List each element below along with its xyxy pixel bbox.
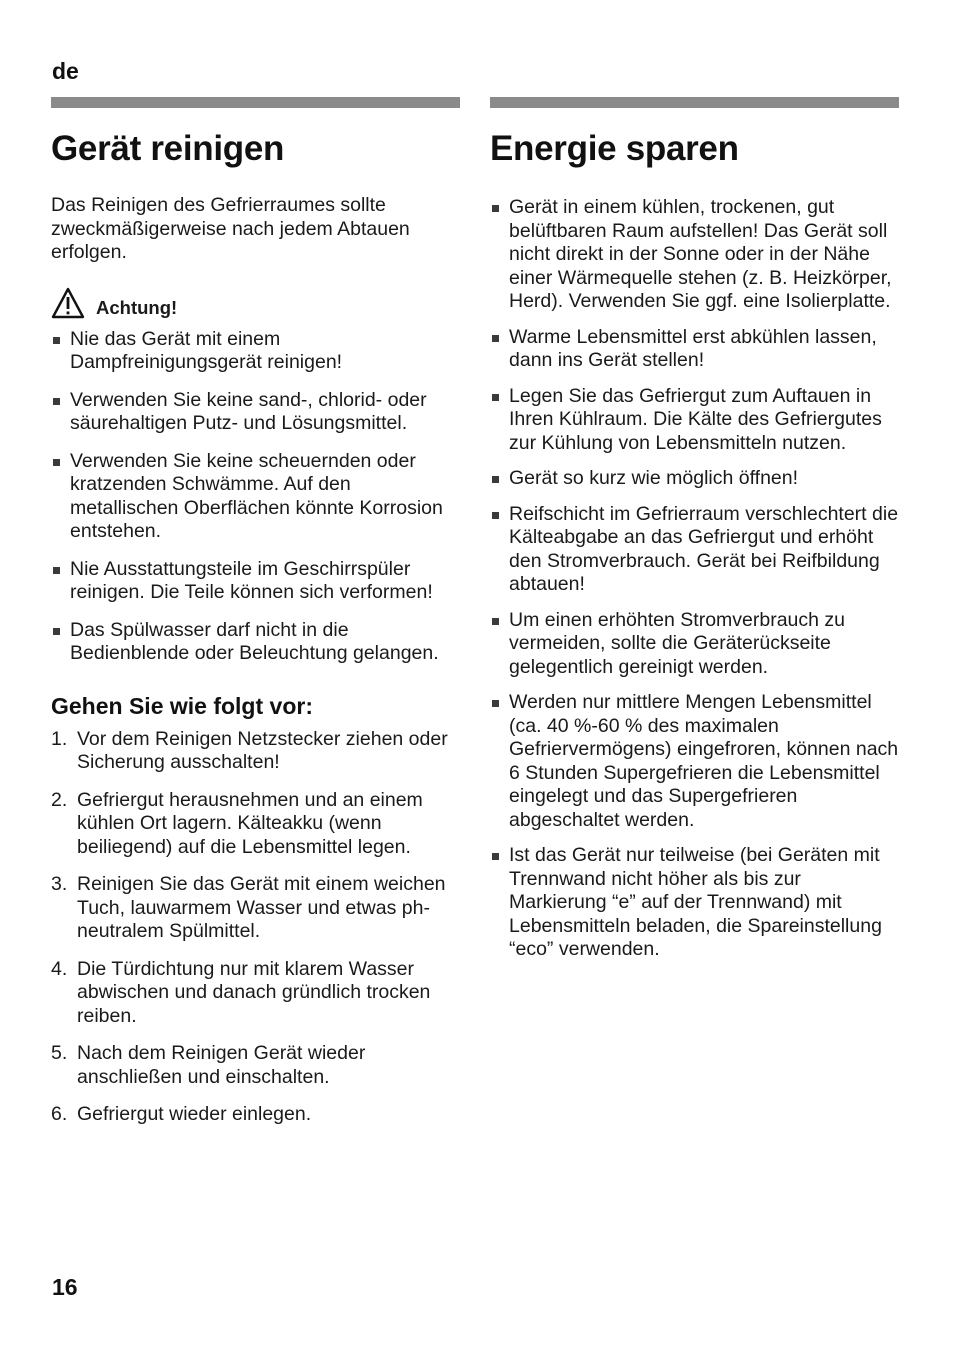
step-item: 1. Vor dem Reinigen Netzstecker ziehen oder Sicherung ausschalten! bbox=[51, 727, 448, 773]
list-item: Legen Sie das Gefriergut zum Auftauen in Ihren Kühlraum. Die Kälte des Gefriergutes zur Kühlung von Lebensmitteln nutzen. bbox=[490, 385, 899, 456]
bullet-square-icon bbox=[492, 205, 499, 212]
page-number: 16 bbox=[52, 1274, 78, 1300]
list-item: Nie das Gerät mit einem Dampfreinigungsgerät reinigen! bbox=[51, 328, 460, 375]
list-item: Nie Ausstattungsteile im Geschirrspüler reinigen. Die Teile können sich verformen! bbox=[51, 558, 460, 605]
section-divider-bar bbox=[490, 97, 899, 108]
language-label: de bbox=[52, 58, 79, 84]
energy-tips-list bbox=[490, 196, 899, 962]
bullet-square-icon bbox=[53, 628, 60, 635]
bullet-square-icon bbox=[492, 394, 499, 401]
bullet-square-icon bbox=[53, 398, 60, 405]
step-item: 3. Reinigen Sie das Gerät mit einem weichen Tuch, lauwarmem Wasser und etwas ph-neutralem Spülmittel. bbox=[51, 873, 446, 942]
list-item: Verwenden Sie keine sand-, chlorid- oder säurehaltigen Putz- und Lösungsmittel. bbox=[51, 389, 460, 436]
list-item: Um einen erhöhten Stromverbrauch zu vermeiden, sollte die Geräterückseite gelegentlich gereinigt werden. bbox=[490, 609, 899, 680]
bullet-square-icon bbox=[492, 335, 499, 342]
bullet-square-icon bbox=[492, 853, 499, 860]
section-title: Energie sparen bbox=[490, 129, 739, 168]
section-divider-bar bbox=[51, 97, 460, 108]
step-item: 4. Die Türdichtung nur mit klarem Wasser abwischen und danach gründlich trocken reiben. bbox=[51, 957, 431, 1027]
bullet-square-icon bbox=[53, 337, 60, 344]
bullet-square-icon bbox=[53, 567, 60, 574]
step-item: 5. Nach dem Reinigen Gerät wieder anschließen und einschalten. bbox=[51, 1042, 366, 1088]
section-clean-appliance bbox=[51, 97, 460, 1141]
step-item: 2. Gefriergut herausnehmen und an einem kühlen Ort lagern. Kälteakku (wenn beiliegend) auf die Lebensmittel legen. bbox=[51, 788, 423, 858]
bullet-square-icon bbox=[492, 476, 499, 483]
bullet-square-icon bbox=[53, 459, 60, 466]
bullet-square-icon bbox=[492, 512, 499, 519]
bullet-square-icon bbox=[492, 618, 499, 625]
section-save-energy bbox=[490, 97, 899, 974]
intro-paragraph: Das Reinigen des Gefrierraumes sollte zweckmäßigerweise nach jedem Abtauen erfolgen. bbox=[51, 194, 410, 263]
section-title: Gerät reinigen bbox=[51, 129, 285, 168]
warning-heading bbox=[51, 287, 460, 319]
list-item: Warme Lebensmittel erst abkühlen lassen, dann ins Gerät stellen! bbox=[490, 326, 899, 373]
warning-triangle-icon bbox=[51, 287, 85, 319]
step-item: 6. Gefriergut wieder einlegen. bbox=[51, 1103, 312, 1125]
list-item: Das Spülwasser darf nicht in die Bedienblende oder Beleuchtung gelangen. bbox=[51, 619, 460, 666]
list-item: Gerät so kurz wie möglich öffnen! bbox=[490, 467, 899, 491]
warning-list bbox=[51, 328, 460, 666]
warning-label: Achtung! bbox=[96, 296, 178, 318]
list-item: Ist das Gerät nur teilweise (bei Geräten mit Trennwand nicht höher als bis zur Markierung “e” auf der Trennwand) mit Lebensmitteln beladen, die Spareinstellung “eco” verwenden. bbox=[490, 844, 899, 962]
list-item: Verwenden Sie keine scheuernden oder kratzenden Schwämme. Auf den metallischen Oberflächen könnte Korrosion entstehen. bbox=[51, 450, 460, 544]
steps-list bbox=[51, 728, 460, 1127]
list-item: Gerät in einem kühlen, trockenen, gut belüftbaren Raum aufstellen! Das Gerät soll nicht direkt in der Sonne oder in der Nähe einer Wärmequelle stehen (z. B. Heizkörper, Herd). Verwenden Sie ggf. eine Isolierplatte. bbox=[490, 196, 899, 314]
list-item: Werden nur mittlere Mengen Lebensmittel (ca. 40 %-60 % des maximalen Gefriervermögens) eingefroren, können nach 6 Stunden Supergefrieren die Lebensmittel eingelegt und das Supergefrieren abgeschaltet werden. bbox=[490, 691, 899, 832]
list-item: Reifschicht im Gefrierraum verschlechtert die Kälteabgabe an das Gefriergut und erhöht den Stromverbrauch. Gerät bei Reifbildung abtauen! bbox=[490, 503, 899, 597]
bullet-square-icon bbox=[492, 700, 499, 707]
steps-heading: Gehen Sie wie folgt vor: bbox=[51, 692, 313, 719]
